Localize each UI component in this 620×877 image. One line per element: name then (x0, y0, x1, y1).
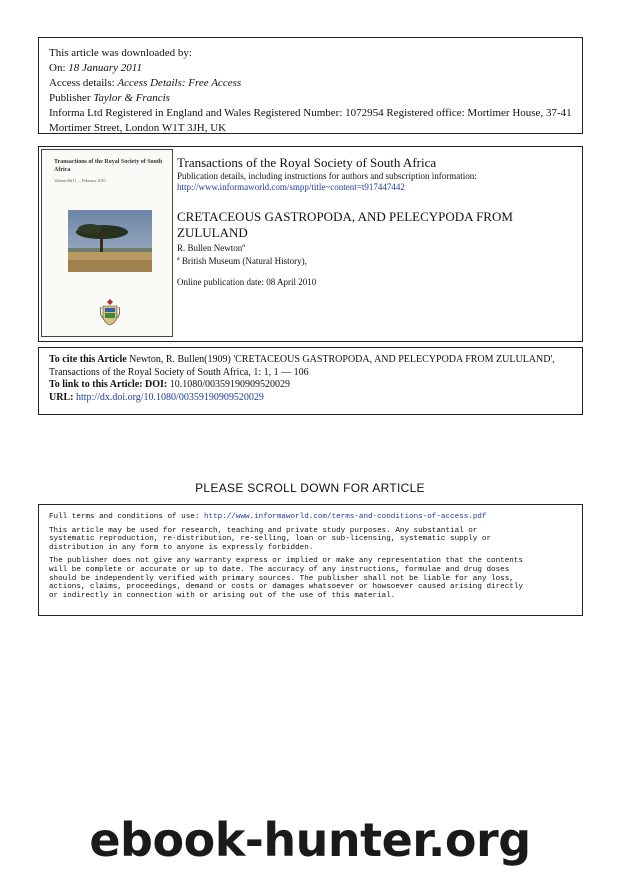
terms-line: Full terms and conditions of use: http://www.informaworld.com/terms-and-conditions-of-access.pdf (49, 513, 487, 521)
link-label: To link to this Article: DOI: (49, 379, 168, 390)
doi-line (49, 379, 572, 392)
terms-url-link[interactable]: http://www.informaworld.com/terms-and-conditions-of-access.pdf (203, 513, 487, 521)
journal-url-link[interactable]: http://www.informaworld.com/smpp/title~content=t917447442 (177, 182, 405, 192)
journal-info (177, 155, 577, 288)
publication-details: Publication details, including instructions for authors and subscription information: (177, 171, 477, 181)
society-crest-icon (100, 298, 120, 326)
cite-line (49, 354, 572, 379)
download-date-line: On: 18 January 2011 (49, 62, 142, 74)
cover-title: Transactions of the Royal Society of South Africa (54, 159, 163, 173)
article-title: CRETACEOUS GASTROPODA, AND PELECYPODA FROM ZULULAND (177, 209, 513, 240)
journal-title: Transactions of the Royal Society of South Africa (177, 155, 437, 170)
online-publication-date: Online publication date: 08 April 2010 (177, 277, 317, 287)
url-line (49, 392, 572, 405)
cover-photo-tree (68, 210, 152, 272)
journal-cover-image (41, 149, 173, 337)
cover-caption-block (68, 276, 152, 280)
author-affiliation: British Museum (Natural History), (179, 256, 307, 266)
url-label: URL: (49, 391, 74, 403)
terms-paragraph-warranty: The publisher does not give any warranty express or implied or make any representation that the contents will be complete or accurate or up to date. The accuracy of any instructions, formulae and drug doses should be independently verified with primary sources. The publisher shall not be liable for any loss, actions, claims, proceedings, demand or costs or damages whatsoever or howsoever caused arising directly or indirectly in connection with or arising out of the use of this material. (49, 557, 523, 600)
registration-text: Informa Ltd Registered in England and Wales Registered Number: 1072954 Registered office: Mortimer House, 37-41 Mortimer Street, London W1T 3JH, UK (49, 107, 572, 134)
scroll-notice: PLEASE SCROLL DOWN FOR ARTICLE (195, 481, 425, 495)
cite-text: Newton, R. Bullen(1909) 'CRETACEOUS GASTROPODA, AND PELECYPODA FROM ZULULAND', Transactions of the Royal Society of South Africa, 1: 1, 1 — 106 (49, 354, 555, 378)
terms-box (38, 504, 583, 616)
citation-box (38, 347, 583, 415)
affiliation-line: $^a$ British Museum (Natural History), (177, 256, 307, 266)
author-name: R. Bullen Newton (177, 243, 243, 253)
author-line: R. Bullen Newton$^a$ (177, 243, 245, 253)
cover-volume: Volume 66(1) — February 2010 (54, 178, 106, 183)
terms-paragraph-usage: This article may be used for research, teaching and private study purposes. Any substantial or systematic reproduction, re-distribution, re-selling, loan or sub-licensing, systematic supply or distribution in any form to anyone is expressly forbidden. (49, 526, 492, 552)
doi-url-link[interactable]: http://dx.doi.org/10.1080/00359190909520029 (73, 391, 264, 403)
watermark-text: ebook-hunter.org (89, 813, 531, 867)
download-info-box (38, 37, 583, 134)
access-details-line: Access details: Access Details: Free Access (49, 77, 242, 89)
downloaded-by-line: This article was downloaded by: (49, 47, 192, 59)
publisher-name: Taylor & Francis (93, 92, 170, 104)
cite-label: To cite this Article (49, 354, 127, 365)
publisher-line: Publisher Taylor & Francis (49, 92, 170, 104)
download-date: 18 January 2011 (68, 62, 142, 74)
article-info-box (38, 146, 583, 342)
doi-value: 10.1080/00359190909520029 (167, 379, 291, 390)
access-details: Access Details: Free Access (117, 77, 242, 89)
